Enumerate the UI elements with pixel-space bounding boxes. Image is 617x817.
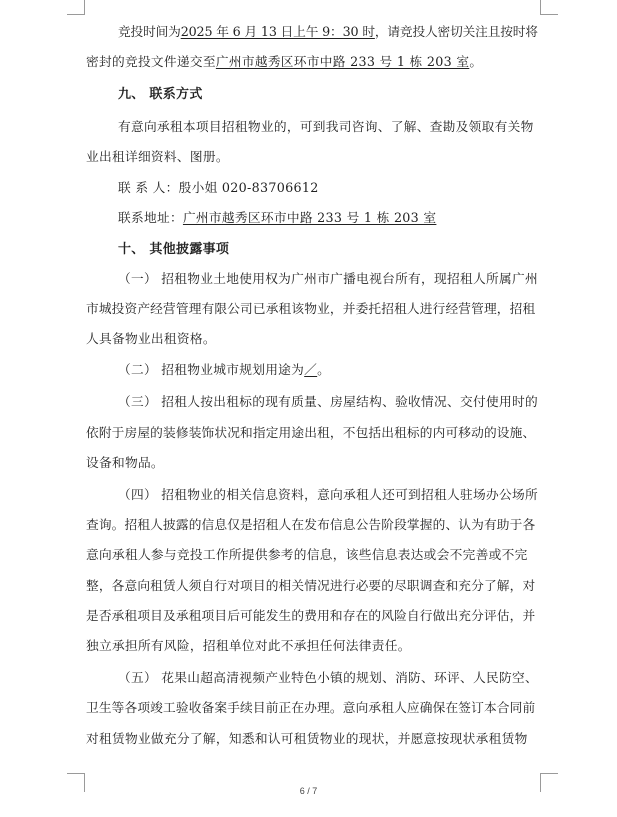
planning-use-value: ／ [304, 362, 318, 377]
item-4-line: （四） 招租物业的相关信息资料，意向承租人还可到招租人驻场办公场所 [118, 487, 538, 502]
item-5-line: （五） 花果山超高清视频产业特色小镇的规划、消防、环评、人民防空、 [118, 670, 538, 685]
item-4-line: 整，各意向租赁人须自行对项目的相关情况进行必要的尽职调查和充分了解，对 [86, 578, 536, 593]
contact-address-line: 联系地址：广州市越秀区环市中路 233 号 1 栋 203 室 [118, 210, 437, 225]
submission-line: 密封的竞投文件递交至广州市越秀区环市中路 233 号 1 栋 203 室。 [86, 54, 483, 69]
item-2-line: （二） 招租物业城市规划用途为／。 [118, 362, 331, 377]
item-3-line: （三） 招租人按出租标的现有质量、房屋结构、验收情况、交付使用时的 [118, 394, 538, 409]
contact-person-line: 联 系 人：殷小姐 020-83706612 [118, 180, 319, 195]
item-1-line: 市城投资产经营管理有限公司已承租该物业，并委托招租人进行经营管理，招租 [86, 301, 536, 316]
crop-mark-top-right [540, 0, 558, 15]
item-4-line: 独立承担所有风险，招租单位对此不承担任何法律责任。 [86, 638, 411, 653]
contact-person-value: 殷小姐 020-83706612 [178, 180, 319, 195]
section-10-heading: 十、 其他披露事项 [118, 242, 230, 257]
submission-address: 广州市越秀区环市中路 233 号 1 栋 203 室 [215, 54, 470, 69]
item-3-line: 依附于房屋的装修装饰状况和指定用途出租，不包括出租标的内可移动的设施、 [86, 425, 536, 440]
item-4-line: 查询。招租人披露的信息仅是招租人在发布信息公告阶段掌握的、认为有助于各 [86, 517, 536, 532]
page-number: 6 / 7 [299, 786, 318, 796]
contact-address-value: 广州市越秀区环市中路 233 号 1 栋 203 室 [182, 210, 437, 225]
item-4-line: 意向承租人参与竞投工作所提供参考的信息，该些信息表达或会不完善或不完 [86, 547, 528, 562]
item-3-line: 设备和物品。 [86, 455, 164, 470]
section-9-para-line: 有意向承租本项目招租物业的，可到我司咨询、了解、查勘及领取有关物 [118, 119, 534, 134]
item-4-line: 是否承租项目及承租项目后可能发生的费用和存在的风险自行做出充分评估，并 [86, 608, 536, 623]
section-9-heading: 九、 联系方式 [118, 87, 203, 102]
item-1-line: 人具备物业出租资格。 [86, 331, 216, 346]
crop-mark-top-left [67, 0, 85, 15]
item-5-line: 对租赁物业做充分了解，知悉和认可租赁物业的现状，并愿意按现状承租赁物 [86, 731, 528, 746]
item-1-line: （一） 招租物业土地使用权为广州市广播电视台所有，现招租人所属广州 [118, 271, 538, 286]
bidding-time-line: 竞投时间为2025 年 6 月 13 日上午 9：30 时，请竞投人密切关注且按时将 [118, 24, 538, 39]
section-9-para-line: 业出租详细资料、图册。 [86, 149, 229, 164]
item-5-line: 卫生等各项竣工验收备案手续目前正在办理。意向承租人应确保在签订本合同前 [86, 700, 536, 715]
bidding-time-value: 2025 年 6 月 13 日上午 9：30 时 [180, 24, 375, 39]
